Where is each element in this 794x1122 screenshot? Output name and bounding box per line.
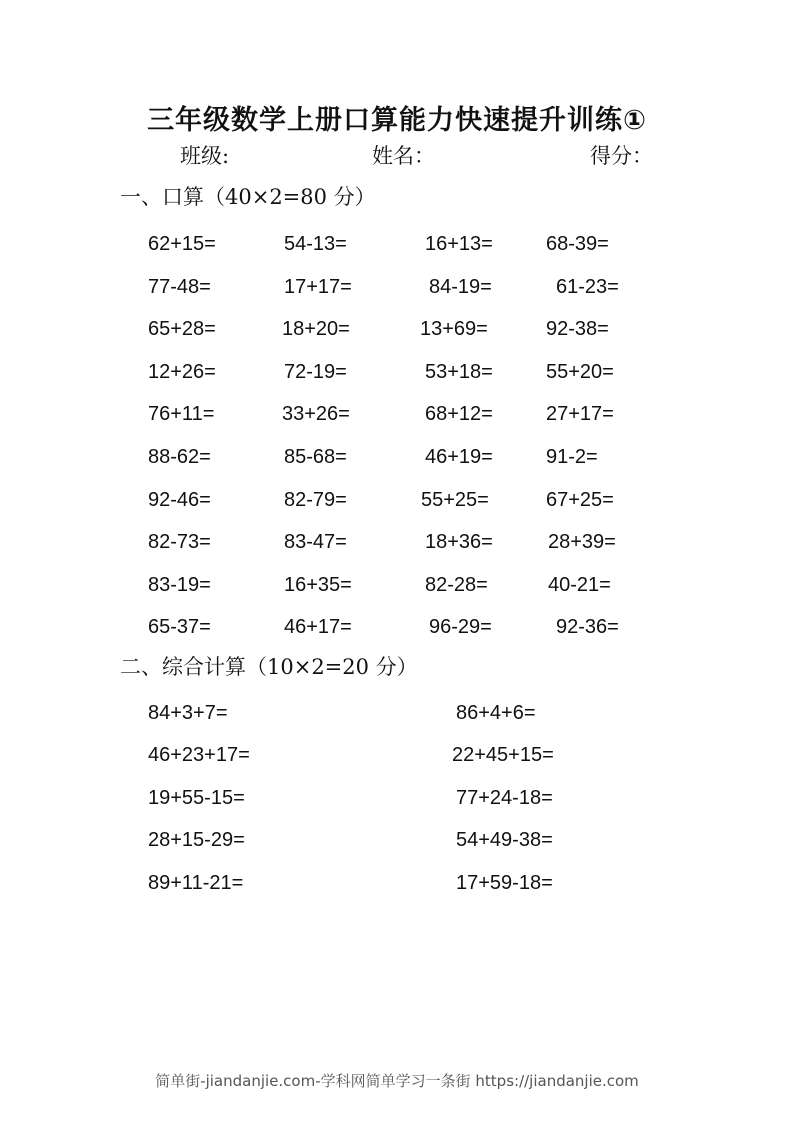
oral-calc-problem: 16+35= [284,573,352,596]
oral-calc-problem: 68-39= [546,233,609,255]
score-label: 得分： [590,144,653,168]
oral-calc-problem: 46+19= [425,446,493,468]
oral-calc-problem: 92-46= [148,488,211,511]
oral-calc-problem: 62+15= [148,233,216,255]
oral-calc-problem: 76+11= [148,403,215,426]
oral-calc-problem: 12+26= [148,360,216,383]
oral-calc-problem: 85-68= [284,446,347,468]
combined-calc-problem: 86+4+6= [456,702,536,724]
oral-calc-problem: 46+17= [284,616,352,639]
oral-calc-problem: 83-19= [148,573,211,596]
combined-calc-problem: 54+49-38= [456,829,553,852]
oral-calc-problem: 82-73= [148,531,211,554]
combined-calc-problem: 28+15-29= [148,829,245,852]
oral-calc-problem: 18+20= [282,318,350,341]
oral-calc-problem: 18+36= [425,531,493,554]
oral-calc-problem: 82-28= [425,573,488,596]
oral-calc-problem: 92-36= [556,616,619,639]
name-label: 姓名： [372,144,435,168]
oral-calc-problem: 28+39= [548,531,616,554]
page-title: 三年级数学上册口算能力快速提升训练① [147,105,647,136]
oral-calc-problem: 27+17= [546,403,614,426]
combined-calc-problem: 22+45+15= [452,744,554,767]
oral-calc-problem: 88-62= [148,446,211,468]
oral-calc-problem: 54-13= [284,233,347,255]
oral-calc-problem: 40-21= [548,573,611,596]
combined-calc-problem: 84+3+7= [148,702,228,724]
oral-calc-problem: 65-37= [148,616,211,639]
oral-calc-problem: 82-79= [284,488,347,511]
oral-calc-problem: 68+12= [425,403,493,426]
oral-calc-problem: 13+69= [420,318,488,341]
class-label: 班级: [180,144,230,168]
oral-calc-problem: 17+17= [284,275,352,298]
oral-calc-problem: 55+20= [546,360,614,383]
section-1-heading: 一、口算（40×2=80 分） [120,185,376,209]
oral-calc-problem: 55+25= [421,488,489,511]
oral-calc-problem: 72-19= [284,360,347,383]
oral-calc-problem: 91-2= [546,446,598,468]
footer-text: 简单街-jiandanjie.com-学科网简单学习一条街 https://jiandanjie.com [155,1072,639,1090]
oral-calc-problem: 67+25= [546,488,614,511]
oral-calc-problem: 92-38= [546,318,609,341]
combined-calc-problem: 89+11-21= [148,871,244,894]
combined-calc-problem: 17+59-18= [456,871,553,894]
oral-calc-problem: 33+26= [282,403,350,426]
oral-calc-problem: 77-48= [148,275,211,298]
oral-calc-problem: 16+13= [425,233,493,255]
oral-calc-problem: 96-29= [429,616,492,639]
section-2-heading: 二、综合计算（10×2=20 分） [120,655,418,679]
oral-calc-problem: 53+18= [425,360,493,383]
combined-calc-problem: 19+55-15= [148,786,245,809]
oral-calc-problem: 61-23= [556,275,619,298]
combined-calc-problem: 77+24-18= [456,786,553,809]
oral-calc-problem: 65+28= [148,318,216,341]
oral-calc-problem: 84-19= [429,275,492,298]
combined-calc-problem: 46+23+17= [148,744,250,767]
oral-calc-problem: 83-47= [284,531,347,554]
